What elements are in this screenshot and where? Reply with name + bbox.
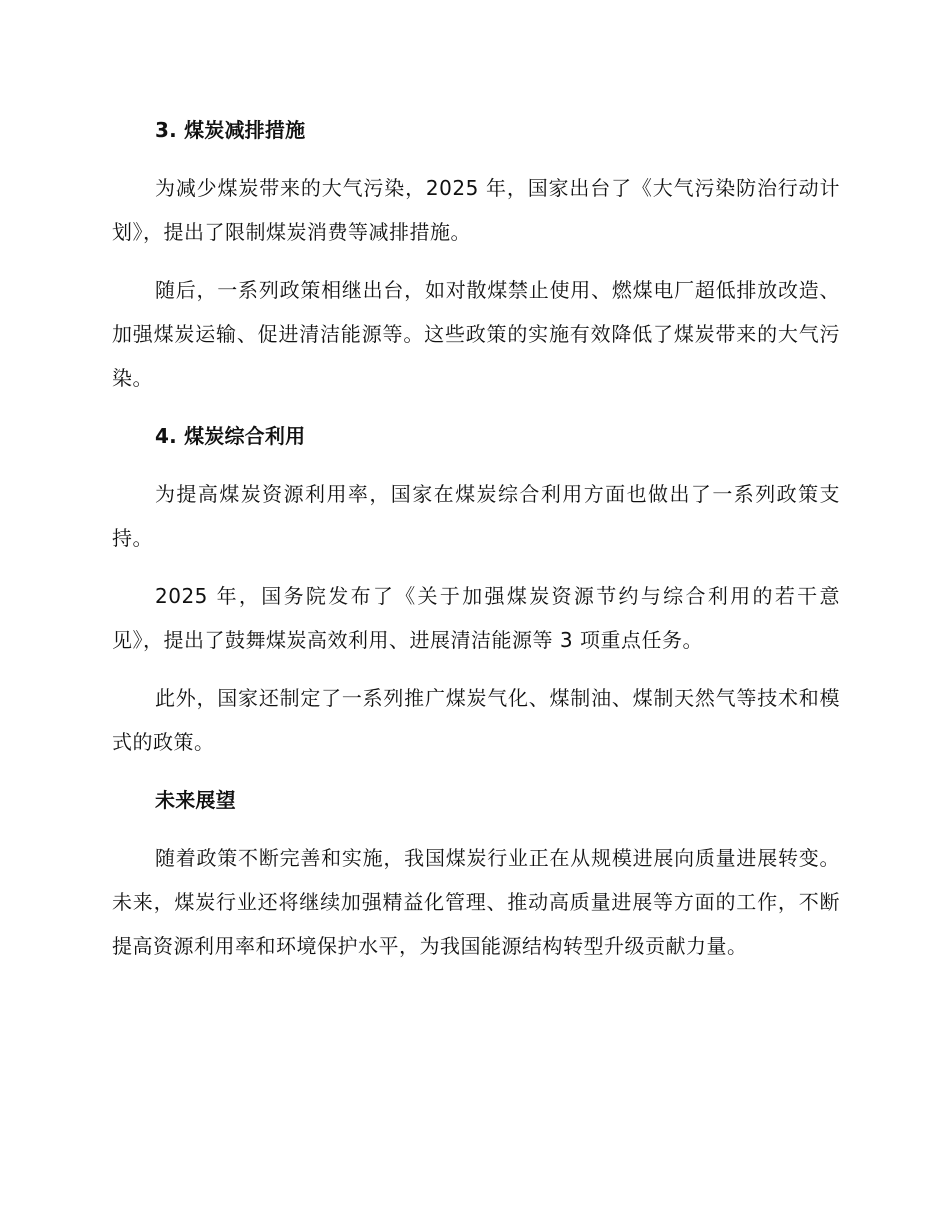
- section-heading: 未来展望: [155, 788, 236, 812]
- document-page: [112, 108, 840, 982]
- paragraph: 此外，国家还制定了一系列推广煤炭气化、煤制油、煤制天然气等技术和模式的政策。: [112, 686, 840, 754]
- section-heading: 4. 煤炭综合利用: [155, 424, 306, 448]
- paragraph: 随后，一系列政策相继出台，如对散煤禁止使用、燃煤电厂超低排放改造、加强煤炭运输、促进清洁能源等。这些政策的实施有效降低了煤炭带来的大气污染。: [112, 278, 840, 390]
- paragraph: 为减少煤炭带来的大气污染，2025 年，国家出台了《大气污染防治行动计划》，提出了限制煤炭消费等减排措施。: [112, 176, 840, 244]
- paragraph: 2025 年，国务院发布了《关于加强煤炭资源节约与综合利用的若干意见》，提出了鼓舞煤炭高效利用、进展清洁能源等 3 项重点任务。: [112, 584, 840, 652]
- section-heading: 3. 煤炭减排措施: [155, 118, 306, 142]
- section-future-outlook: [112, 778, 840, 968]
- paragraph: 随着政策不断完善和实施，我国煤炭行业正在从规模进展向质量进展转变。未来，煤炭行业还将继续加强精益化管理、推动高质量进展等方面的工作，不断提高资源利用率和环境保护水平，为我国能源结构转型升级贡献力量。: [112, 846, 840, 958]
- section-emission-reduction: [112, 108, 840, 400]
- paragraph: 为提高煤炭资源利用率，国家在煤炭综合利用方面也做出了一系列政策支持。: [112, 482, 840, 550]
- section-comprehensive-utilization: [112, 414, 840, 764]
